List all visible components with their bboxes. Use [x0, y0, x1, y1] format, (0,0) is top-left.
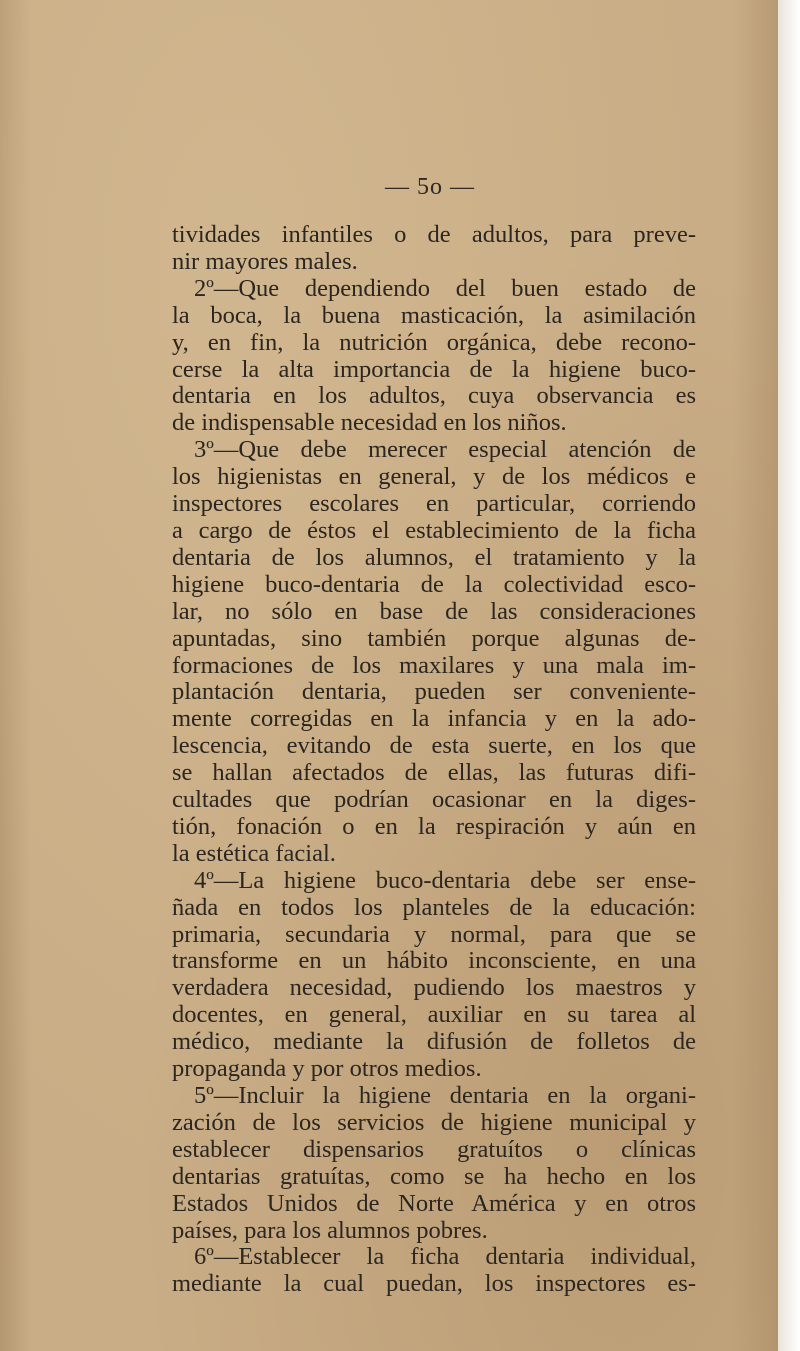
text-line: formaciones de los maxilares y una mala im- [172, 651, 696, 679]
text-line: a cargo de éstos el establecimiento de la ficha [172, 516, 696, 544]
text-line: plantación dentaria, pueden ser conveniente- [172, 678, 696, 706]
text-line: 6º—Establecer la ficha dentaria individual, [194, 1243, 696, 1271]
text-line: dentaria de los alumnos, el tratamiento y la [172, 543, 696, 571]
text-line: docentes, en general, auxiliar en su tarea al [172, 1001, 696, 1029]
text-line: lar, no sólo en base de las consideraciones [172, 597, 696, 625]
text-line: de indispensable necesidad en los niños. [172, 409, 567, 437]
text-line: mente corregidas en la infancia y en la ado- [172, 705, 696, 733]
text-line: zación de los servicios de higiene municipal y [172, 1108, 696, 1136]
text-line: verdadera necesidad, pudiendo los maestros y [172, 974, 696, 1002]
text-line: cultades que podrían ocasionar en la diges- [172, 786, 696, 814]
text-line: médico, mediante la difusión de folletos de [172, 1028, 696, 1056]
text-line: dentaria en los adultos, cuya observancia es [172, 382, 696, 410]
text-line: lescencia, evitando de esta suerte, en los que [172, 732, 696, 760]
text-line: y, en fin, la nutrición orgánica, debe recono- [172, 328, 696, 356]
text-line: ñada en todos los planteles de la educación: [172, 893, 696, 921]
text-line: 2º—Que dependiendo del buen estado de [194, 274, 696, 302]
text-line: establecer dispensarios gratuítos o clínicas [172, 1135, 696, 1163]
text-line: transforme en un hábito inconsciente, en una [172, 947, 696, 975]
text-line: cerse la alta importancia de la higiene buco- [172, 355, 696, 383]
text-line: tividades infantiles o de adultos, para preve- [172, 221, 696, 248]
text-line: Estados Unidos de Norte América y en otros [172, 1189, 696, 1217]
text-line: países, para los alumnos pobres. [172, 1216, 488, 1244]
text-line: la boca, la buena masticación, la asimilación [172, 301, 696, 329]
body-text [172, 222, 696, 1298]
text-line: propaganda y por otros medios. [172, 1055, 482, 1083]
text-line: 4º—La higiene buco-dentaria debe ser ense- [194, 866, 696, 894]
text-line: nir mayores males. [172, 247, 358, 275]
text-line: dentarias gratuítas, como se ha hecho en los [172, 1162, 696, 1190]
text-line: los higienistas en general, y de los médicos e [172, 463, 696, 491]
text-line: tión, fonación o en la respiración y aún en [172, 812, 696, 840]
text-line: primaria, secundaria y normal, para que se [172, 920, 696, 948]
text-line: inspectores escolares en particular, corriendo [172, 490, 696, 518]
scan-margin [778, 0, 800, 1351]
text-line: 3º—Que debe merecer especial atención de [194, 436, 696, 464]
text-line: 5º—Incluir la higiene dentaria en la organi- [194, 1082, 696, 1109]
text-line: se hallan afectados de ellas, las futuras difi- [172, 759, 696, 787]
text-line: apuntadas, sino también porque algunas de- [172, 624, 696, 652]
text-line: higiene buco-dentaria de la colectividad esco- [172, 570, 696, 598]
page-number: — 5o — [385, 174, 475, 200]
text-line: mediante la cual puedan, los inspectores es- [172, 1270, 696, 1298]
text-line: la estética facial. [172, 839, 336, 867]
